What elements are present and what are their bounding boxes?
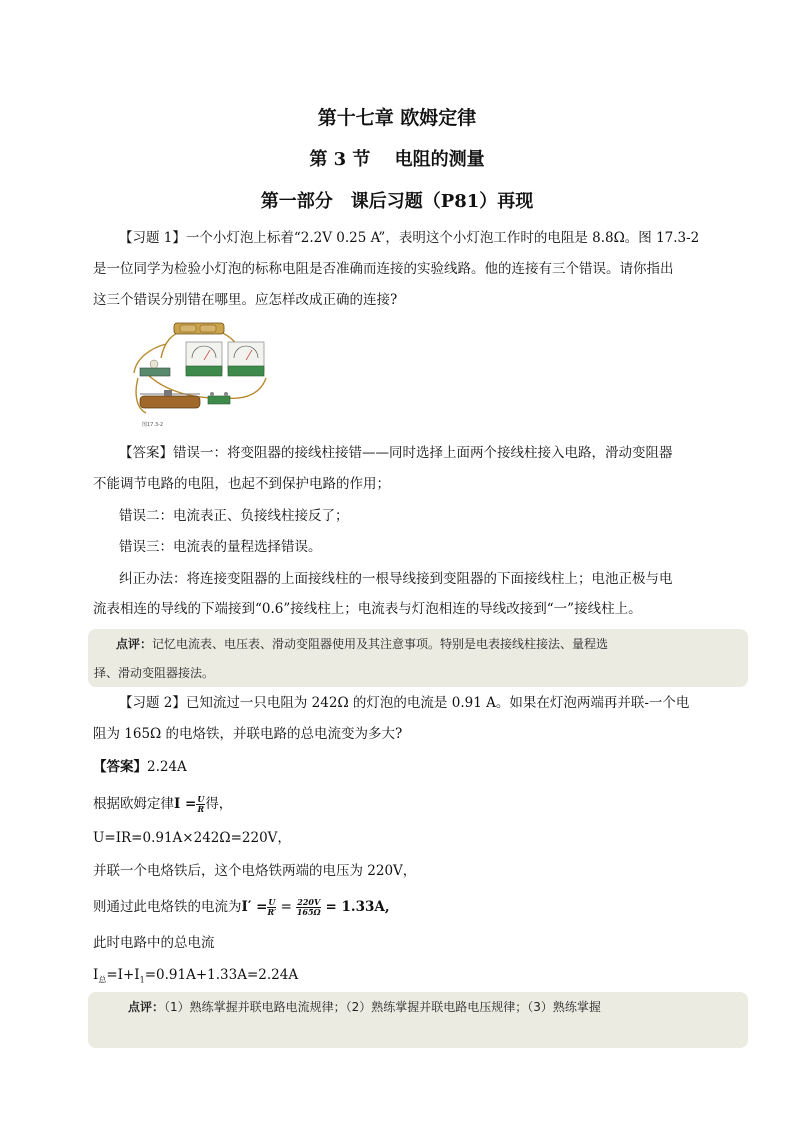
comment2-label: 点评： bbox=[128, 1000, 165, 1014]
circuit-figure bbox=[126, 318, 276, 418]
q2-label: 【习题 2】 bbox=[119, 695, 186, 711]
a2-label: 【答案】 bbox=[93, 759, 147, 775]
a1-line-1: 【答案】错误一：将变阻器的接线柱接错——同时选择上面两个接线柱接入电路，滑动变阻器 bbox=[119, 445, 673, 461]
a1-line-4: 错误三：电流表的量程选择错误。 bbox=[119, 539, 322, 555]
a2-answer-line bbox=[93, 757, 705, 777]
a2-law-line: 根据欧姆定律I = $\frac{U}{R}$ 得， bbox=[93, 794, 233, 814]
a2-calc-1: U=IR=0.91A×242Ω=220V， bbox=[93, 830, 291, 846]
a2-calc-2: 并联一个电烙铁后，这个电烙铁两端的电压为 220V， bbox=[93, 863, 417, 879]
q1-line-1: 【习题 1】一个小灯泡上标着“2.2V 0.25 A”，表明这个小灯泡工作时的电阻是 8.8Ω。图 17.3-2 bbox=[119, 230, 700, 246]
section-title: 第 3 节 电阻的测量 bbox=[309, 149, 485, 170]
a2-calc-3: 则通过此电烙铁的电流为I′ = $\frac{U}{R'}$ = $\frac{220V}{165\Omega}$ = 1.33A, bbox=[93, 897, 390, 917]
a1-line-6: 流表相连的导线的下端接到“0.6”接线柱上；电流表与灯泡相连的导线改接到“一”接线柱上。 bbox=[93, 601, 642, 617]
a2-calc-5: $I_总=I+I_1=0.91A+1.33A=2.24A$ bbox=[93, 967, 299, 985]
comment1-label: 点评： bbox=[116, 637, 153, 651]
q2-line-2: 阻为 165Ω 的电烙铁，并联电路的总电流变为多大? bbox=[93, 726, 403, 742]
current-fraction-1: $\frac{U}{R'}$ bbox=[267, 897, 277, 917]
a2-calc-4: 此时电路中的总电流 bbox=[93, 935, 215, 951]
ohm-law-fraction: $\frac{U}{R}$ bbox=[197, 794, 205, 814]
q1-line-2: 是一位同学为检验小灯泡的标称电阻是否准确而连接的实验线路。他的连接有三个错误。请你指出 bbox=[93, 261, 674, 277]
a1-line-3: 错误二：电流表正、负接线柱接反了； bbox=[119, 508, 349, 524]
q1-line-3: 这三个错误分别错在哪里。应怎样改成正确的连接? bbox=[93, 292, 398, 308]
q1-label: 【习题 1】 bbox=[119, 230, 186, 246]
current-fraction-2: $\frac{220V}{165\Omega}$ bbox=[296, 897, 321, 917]
comment1-line-1: 点评：记忆电流表、电压表、滑动变阻器使用及其注意事项。特别是电表接线柱接法、量程选 bbox=[116, 637, 609, 651]
chapter-title: 第十七章 欧姆定律 bbox=[317, 107, 477, 129]
a2-answer: 2.24A bbox=[147, 759, 187, 775]
a1-line-2: 不能调节电路的电阻，也起不到保护电路的作用； bbox=[93, 476, 390, 492]
figure-caption: 图17.3-2 bbox=[142, 422, 164, 428]
comment-box-1 bbox=[88, 629, 748, 687]
comment1-line-2: 择、滑动变阻器接法。 bbox=[94, 666, 215, 680]
comment2-line-1: 点评：（1）熟练掌握并联电路电流规律；（2）熟练掌握并联电路电压规律；（3）熟练掌握 bbox=[128, 1000, 601, 1014]
a1-line-5: 纠正办法：将连接变阻器的上面接线柱的一根导线接到变阻器的下面接线柱上；电池正极与电 bbox=[119, 571, 673, 587]
q2-line-1: 【习题 2】已知流过一只电阻为 242Ω 的灯泡的电流是 0.91 A。如果在灯泡两端再并联-一个电 bbox=[119, 695, 690, 711]
part-title: 第一部分 课后习题（P81）再现 bbox=[260, 191, 534, 212]
comment-box-2 bbox=[88, 992, 748, 1048]
a1-label: 【答案】 bbox=[119, 445, 173, 461]
